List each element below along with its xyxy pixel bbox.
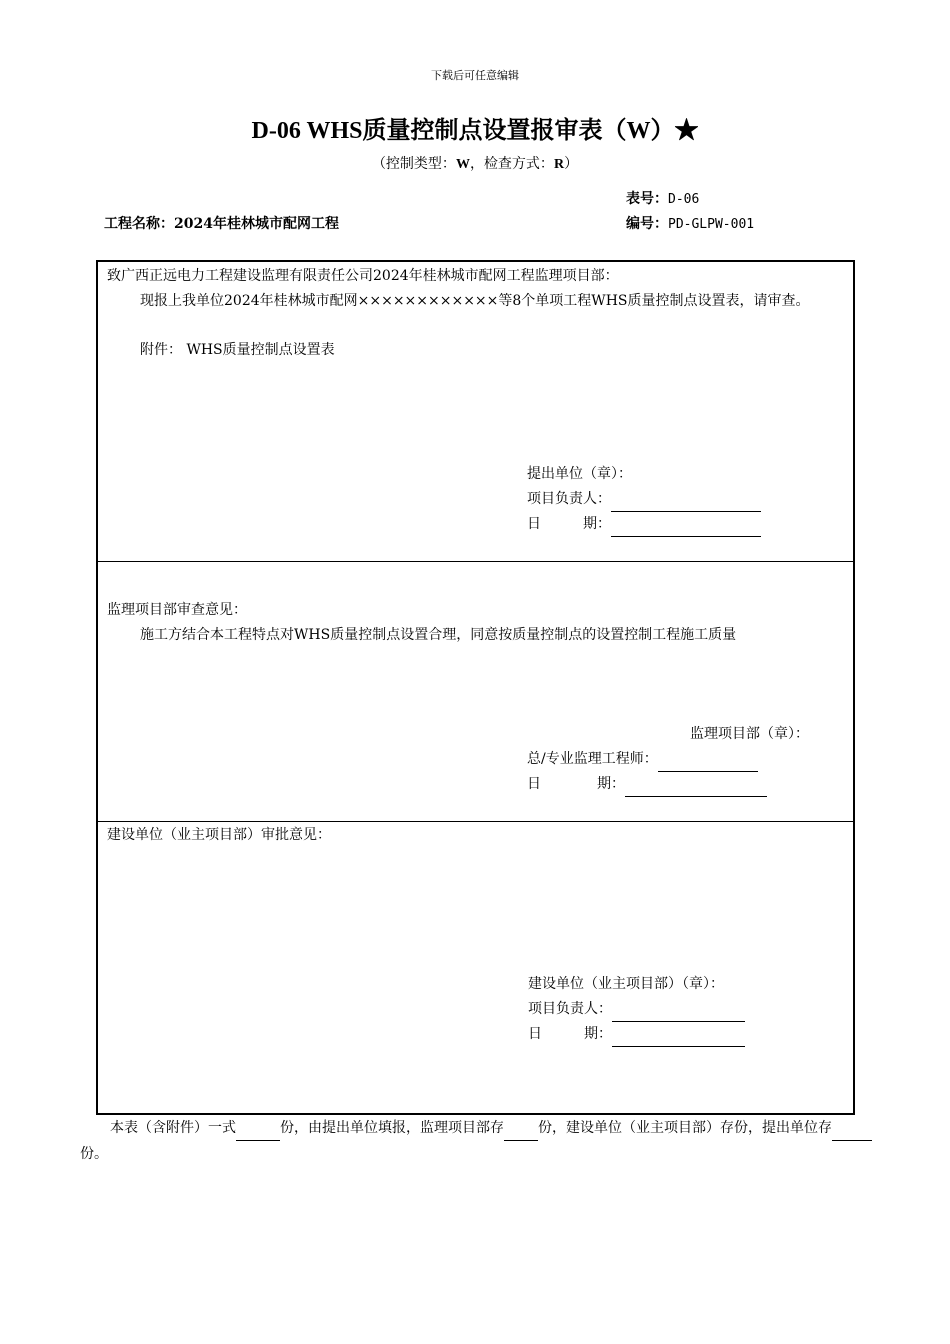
- serial-number-value: PD-GLPW-001: [668, 217, 755, 232]
- supervision-date-label: 日 期：: [527, 776, 625, 792]
- owner-manager-row: [528, 997, 745, 1022]
- serial-number-label: 编号：: [626, 216, 668, 232]
- submitter-date-field[interactable]: [611, 520, 761, 537]
- submitter-unit: 提出单位（章）：: [527, 466, 632, 482]
- project-name: [104, 213, 339, 233]
- owner-heading: 建设单位（业主项目部）审批意见：: [107, 827, 331, 843]
- footer-part-3: 份，建设单位（业主项目部）存份，提出单位存: [538, 1120, 832, 1136]
- supervision-engineer-field[interactable]: [658, 755, 758, 772]
- form-frame: [96, 260, 855, 1115]
- supervision-opinion: 施工方结合本工程特点对WHS质量控制点设置合理，同意按质量控制点的设置控制工程施工质量: [140, 627, 737, 643]
- form-number-value: D-06: [668, 192, 700, 207]
- submitter-manager-field[interactable]: [611, 495, 761, 512]
- subtitle-middle: ，检查方式：: [469, 156, 554, 172]
- owner-manager-label: 项目负责人：: [528, 1001, 612, 1017]
- project-name-value: 2024年桂林城市配网工程: [174, 216, 339, 232]
- copies-total-field[interactable]: [236, 1124, 280, 1141]
- supervision-dept: 监理项目部（章）：: [690, 726, 809, 742]
- form-title: D-06 WHS质量控制点设置报审表（W）★: [251, 118, 699, 144]
- submitter-manager-label: 项目负责人：: [527, 491, 611, 507]
- serial-number: [626, 213, 754, 233]
- form-subtitle: [0, 153, 950, 173]
- owner-manager-field[interactable]: [612, 1005, 745, 1022]
- copies-submitter-field[interactable]: [832, 1124, 872, 1141]
- submission-body: 现报上我单位2024年桂林城市配网××××××××××××等8个单项工程WHS质量控制点设置表，请审查。: [140, 293, 810, 309]
- owner-date-label: 日 期：: [528, 1026, 612, 1042]
- copies-supervision-field[interactable]: [504, 1124, 538, 1141]
- supervision-heading: 监理项目部审查意见：: [107, 602, 247, 618]
- subtitle-suffix: ）: [564, 156, 579, 172]
- addressee: 致广西正远电力工程建设监理有限责任公司2024年桂林城市配网工程监理项目部：: [107, 268, 619, 284]
- attachment: 附件： WHS质量控制点设置表: [140, 342, 335, 358]
- submitter-date-row: [527, 512, 761, 537]
- submitter-manager-row: [527, 487, 761, 512]
- check-method: R: [553, 157, 565, 172]
- submitter-date-label: 日 期：: [527, 516, 611, 532]
- subtitle-prefix: （控制类型：: [371, 156, 456, 172]
- owner-date-row: [528, 1022, 745, 1047]
- control-type: W: [455, 157, 470, 172]
- section-divider: [98, 561, 853, 562]
- header-note: 下载后可任意编辑: [431, 69, 519, 82]
- owner-unit: 建设单位（业主项目部）（章）：: [528, 976, 724, 992]
- supervision-date-field[interactable]: [625, 780, 767, 797]
- form-number: [626, 188, 699, 208]
- footer-part-2: 份，由提出单位填报，监理项目部存: [280, 1120, 504, 1136]
- supervision-engineer-row: [527, 747, 758, 772]
- footer-part-1: 本表（含附件）一式: [110, 1120, 236, 1136]
- section-divider: [98, 821, 853, 822]
- project-name-label: 工程名称：: [104, 216, 174, 232]
- form-number-label: 表号：: [626, 191, 668, 207]
- supervision-date-row: [527, 772, 767, 797]
- owner-date-field[interactable]: [612, 1030, 745, 1047]
- supervision-engineer-label: 总/专业监理工程师：: [527, 751, 658, 767]
- footer-part-4: 份。: [80, 1146, 108, 1162]
- footer-note: [80, 1115, 875, 1167]
